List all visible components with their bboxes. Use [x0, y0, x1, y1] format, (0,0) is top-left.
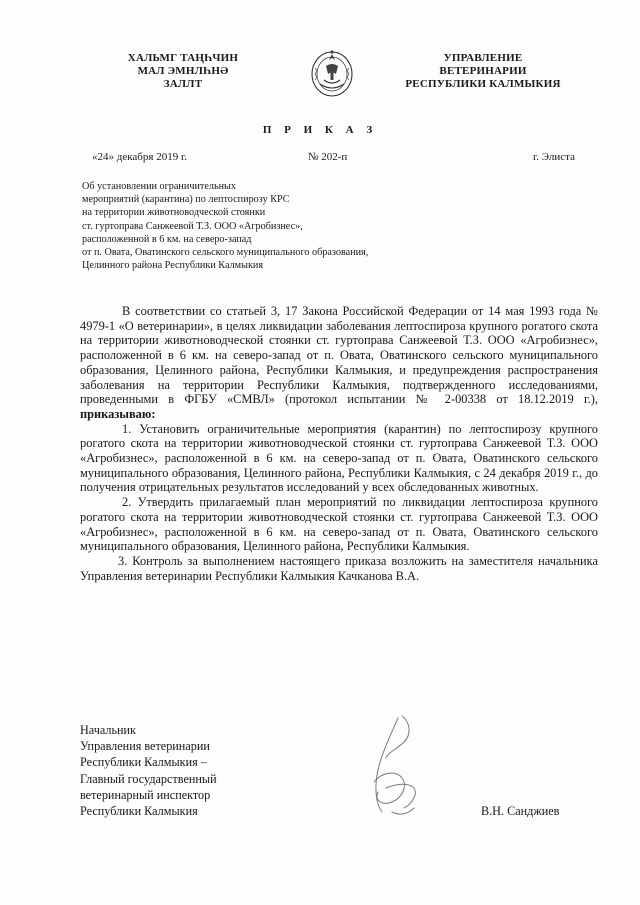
- signatory-title-line: Начальник: [80, 723, 136, 737]
- header-left-line: ЗАЛЛТ: [163, 78, 203, 90]
- subject-line: мероприятий (карантина) по лептоспирозу КРС: [82, 194, 290, 206]
- header-right-org-name: [378, 52, 588, 91]
- intro-text: В соответствии со статьей 3, 17 Закона Российской Федерации от 14 мая 1993 года № 4979-1 «О ветеринарии», в целях ликвидации заболевания лептоспироза крупного рогатого скота на территории животноводческой стоянки ст. гуртоправа Санжеевой Т.З. ООО «Агробизнес», расположенной в 6 км. на северо-запад от п. Овата, Оватинского сельского муниципального образования, Целинного района, Республики Калмыкия, и предупреждения распространения заболевания на территории Республики Калмыкия, подтвержденного исследованиями, проведенными в ФГБУ «СМВЛ» (протокол испытании № 2-00338 от 18.12.2019 г.),: [80, 304, 598, 407]
- subject-line: на территории животноводческой стоянки: [82, 207, 266, 219]
- signatory-title: [80, 722, 217, 819]
- header-left-line: ХАЛЬМГ ТАҢҺЧИН: [127, 52, 239, 64]
- subject-line: расположенной в 6 км. на северо-запад: [82, 233, 252, 245]
- handwritten-signature: [352, 712, 432, 824]
- order-item-1: 1. Установить ограничительные мероприятия (карантин) по лептоспирозу крупного рогатого скота на территории животноводческой стоянки ст. гуртоправа Санжеевой Т.З. ООО «Агробизнес», расположенной в 6 км. на северо-запад от п. Овата, Оватинского сельского муниципального образования, Целинного района, Республики Калмыкия, с 24 декабря 2019 г., до получения отрицательных результатов исследований у всех обследованных животных.: [80, 421, 598, 495]
- kalmykia-emblem-icon: [306, 44, 358, 100]
- order-item-3: 3. Контроль за выполнением настоящего приказа возложить на заместителя начальника Управления ветеринарии Республики Калмыкия Качканова В.А.: [80, 553, 598, 583]
- header-right-line: ВЕТЕРИНАРИИ: [439, 65, 527, 77]
- signatory-title-line: Республики Калмыкия: [80, 804, 198, 819]
- order-city: г. Элиста: [533, 151, 575, 163]
- order-keyword: приказываю:: [80, 406, 156, 421]
- signatory-title-line: Управления ветеринарии: [80, 739, 210, 754]
- order-date: «24» декабря 2019 г.: [92, 151, 187, 163]
- subject-line: от п. Овата, Оватинского сельского муниципального образования,: [82, 247, 369, 259]
- subject-line: Целинного района Республики Калмыкия: [82, 260, 264, 272]
- order-body: [80, 304, 598, 583]
- header-right-line: УПРАВЛЕНИЕ: [443, 52, 523, 64]
- header-left-org-name: [88, 52, 278, 91]
- order-item-2: 2. Утвердить прилагаемый план мероприятий по ликвидации лептоспироза крупного рогатого скота на территории животноводческой стоянки ст. гуртоправа Санжеевой Т.З. ООО «Агробизнес», расположенной в 6 км. на северо-запад от п. Овата, Оватинского сельского муниципального образования, Целинного района, Республики Калмыкия.: [80, 495, 598, 554]
- order-number: № 202-п: [308, 151, 348, 163]
- signatory-title-line: Главный государственный: [80, 771, 217, 786]
- subject-line: ст. гуртоправа Санжеевой Т.З. ООО «Агробизнес»,: [82, 220, 303, 232]
- document-type-title: П Р И К А З: [262, 124, 378, 136]
- header-right-line: РЕСПУБЛИКИ КАЛМЫКИЯ: [405, 78, 561, 90]
- header-left-line: МАЛ ЭМНЛҺНӘ: [137, 65, 229, 77]
- signatory-title-line: Республики Калмыкия –: [80, 755, 207, 770]
- order-subject: [82, 180, 368, 272]
- signer-name: В.Н. Санджиев: [481, 804, 560, 818]
- signatory-title-line: ветеринарный инспектор: [80, 787, 211, 802]
- subject-line: Об установлении ограничительных: [82, 181, 236, 192]
- intro-paragraph: [80, 304, 598, 422]
